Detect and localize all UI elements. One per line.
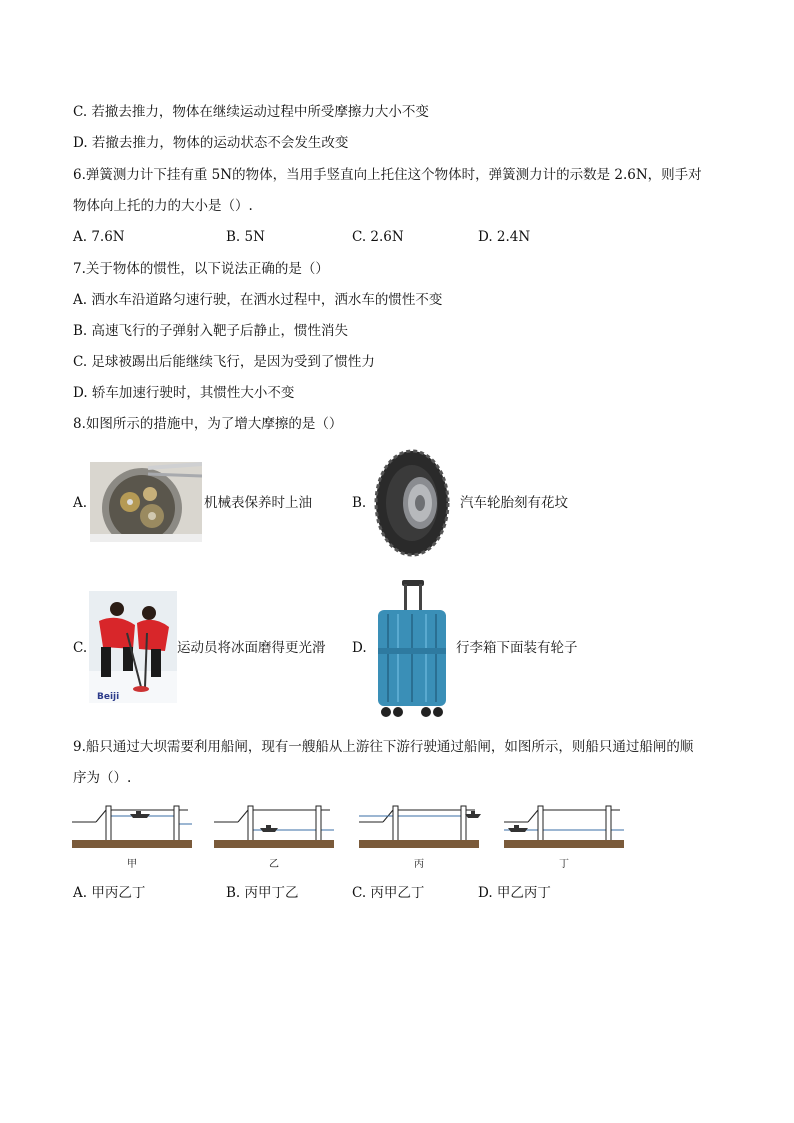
q8-option-a-letter: A.	[73, 495, 88, 511]
q7-option-d: D. 轿车加速行驶时，其惯性大小不变	[73, 385, 295, 401]
q7-option-b: B. 高速飞行的子弹射入靶子后静止，惯性消失	[73, 323, 349, 339]
q6-option-a: A. 7.6N	[73, 229, 125, 245]
q6-stem-line1: 6.弹簧测力计下挂有重 5N的物体，当用手竖直向上托住这个物体时，弹簧测力计的示数是 2.6N，则手对	[73, 167, 702, 183]
q8-option-a-caption: 机械表保养时上油	[204, 495, 312, 511]
q9-stem-line1: 9.船只通过大坝需要利用船闸，现有一艘船从上游往下游行驶通过船闸，如图所示，则船只通过船闸的顺	[73, 739, 694, 755]
lock-figure-jia	[68, 800, 196, 862]
q8-option-b-letter: B.	[352, 495, 367, 511]
q9-stem-line2: 序为（）.	[73, 770, 132, 786]
q6-option-b: B. 5N	[226, 229, 265, 245]
q8-option-c-letter: C.	[73, 640, 88, 656]
q9-option-c: C. 丙甲乙丁	[352, 885, 425, 901]
q8-option-b-caption: 汽车轮胎刻有花坟	[460, 495, 568, 511]
lock-label-ding: 丁	[559, 859, 569, 870]
q6-option-c: C. 2.6N	[352, 229, 404, 245]
q8-option-d-letter: D.	[352, 640, 367, 656]
tire-image	[374, 448, 450, 558]
q6-option-d: D. 2.4N	[478, 229, 531, 245]
suitcase-image	[374, 578, 450, 720]
q6-stem-line2: 物体向上托的力的大小是（）.	[73, 198, 253, 214]
q9-option-a: A. 甲丙乙丁	[73, 885, 146, 901]
watch-image	[90, 462, 202, 542]
lock-figure-bing	[355, 800, 483, 862]
q7-option-c: C. 足球被踢出后能继续飞行，是因为受到了惯性力	[73, 354, 375, 370]
svg-text:Beiji: Beiji	[97, 692, 120, 702]
lock-label-bing: 丙	[414, 859, 424, 870]
q5-option-c: C. 若撤去推力，物体在继续运动过程中所受摩擦力大小不变	[73, 104, 429, 120]
q7-stem: 7.关于物体的惯性，以下说法正确的是（）	[73, 261, 329, 277]
q8-stem: 8.如图所示的措施中，为了增大摩擦的是（）	[73, 416, 343, 432]
lock-label-jia: 甲	[127, 859, 137, 870]
q5-option-d: D. 若撤去推力，物体的运动状态不会发生改变	[73, 135, 349, 151]
q8-option-c-caption: 运动员将冰面磨得更光滑	[177, 640, 326, 656]
q7-option-a: A. 洒水车沿道路匀速行驶，在洒水过程中，洒水车的惯性不变	[73, 292, 443, 308]
curling-image	[89, 591, 177, 703]
q9-option-b: B. 丙甲丁乙	[226, 885, 299, 901]
q8-option-d-caption: 行李箱下面装有轮子	[456, 640, 578, 656]
lock-label-yi: 乙	[269, 859, 279, 870]
lock-figure-yi	[210, 800, 338, 862]
lock-figure-ding	[500, 800, 628, 862]
q9-option-d: D. 甲乙丙丁	[478, 885, 551, 901]
